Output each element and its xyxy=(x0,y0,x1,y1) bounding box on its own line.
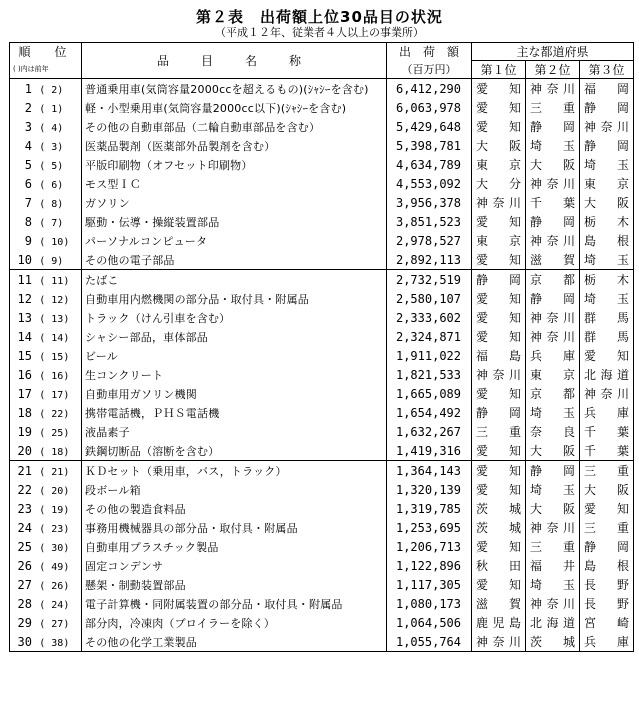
rank-value: 8 xyxy=(24,214,32,229)
rank-value: 15 xyxy=(17,348,32,363)
second-prefecture: 神奈川 xyxy=(526,327,580,346)
first-prefecture: 愛知 xyxy=(472,327,526,346)
rank-value: 23 xyxy=(17,501,32,516)
rank-cell xyxy=(10,480,82,499)
item-name: モス型ＩＣ xyxy=(82,174,387,193)
rank-cell xyxy=(10,193,82,212)
rank-cell xyxy=(10,136,82,155)
first-prefecture: 愛知 xyxy=(472,537,526,556)
shipment-amount: 2,978,527 xyxy=(387,231,472,250)
third-prefecture: 兵庫 xyxy=(580,632,634,652)
rank-cell xyxy=(10,613,82,632)
item-name: 医薬品製剤（医薬部外品製剤を含む） xyxy=(82,136,387,155)
first-prefecture: 東京 xyxy=(472,231,526,250)
item-name: その他の化学工業製品 xyxy=(82,632,387,652)
first-prefecture: 鹿児島 xyxy=(472,613,526,632)
item-name: 電子計算機・同附属装置の部分品・取付具・附属品 xyxy=(82,594,387,613)
first-prefecture: 三重 xyxy=(472,422,526,441)
rank-value: 19 xyxy=(17,424,32,439)
shipment-amount: 1,654,492 xyxy=(387,403,472,422)
rank-value: 14 xyxy=(17,329,32,344)
item-name: 固定コンデンサ xyxy=(82,556,387,575)
shipment-amount: 1,064,506 xyxy=(387,613,472,632)
item-name: 段ボール箱 xyxy=(82,480,387,499)
shipment-amount: 4,553,092 xyxy=(387,174,472,193)
shipment-amount: 3,956,378 xyxy=(387,193,472,212)
table-row xyxy=(10,613,634,632)
shipment-amount: 2,333,602 xyxy=(387,308,472,327)
table-row xyxy=(10,461,634,481)
shipment-amount: 5,398,781 xyxy=(387,136,472,155)
item-name: たばこ xyxy=(82,270,387,290)
item-name: シャシー部品，車体部品 xyxy=(82,327,387,346)
previous-rank: ( 18) xyxy=(39,446,70,458)
table-row xyxy=(10,499,634,518)
third-prefecture: 神奈川 xyxy=(580,384,634,403)
previous-rank: ( 5) xyxy=(39,160,64,172)
rank-cell xyxy=(10,117,82,136)
first-prefecture: 愛知 xyxy=(472,289,526,308)
shipment-amount: 1,117,305 xyxy=(387,575,472,594)
first-prefecture: 大阪 xyxy=(472,136,526,155)
second-prefecture: 福井 xyxy=(526,556,580,575)
rank-value: 11 xyxy=(17,272,32,287)
rank-cell xyxy=(10,346,82,365)
shipment-amount: 2,324,871 xyxy=(387,327,472,346)
second-prefecture: 埼玉 xyxy=(526,575,580,594)
third-prefecture: 愛知 xyxy=(580,346,634,365)
shipment-amount: 1,821,533 xyxy=(387,365,472,384)
second-prefecture: 神奈川 xyxy=(526,174,580,193)
first-prefecture: 愛知 xyxy=(472,461,526,481)
rank-cell xyxy=(10,79,82,99)
table-row xyxy=(10,155,634,174)
rank-value: 12 xyxy=(17,291,32,306)
table-row xyxy=(10,480,634,499)
rank-header: 順 位 xyxy=(10,43,82,61)
second-prefecture: 埼玉 xyxy=(526,480,580,499)
second-prefecture: 京都 xyxy=(526,270,580,290)
shipment-amount: 1,364,143 xyxy=(387,461,472,481)
first-prefecture: 愛知 xyxy=(472,480,526,499)
table-row xyxy=(10,98,634,117)
rank-value: 17 xyxy=(17,386,32,401)
item-name: 部分肉，冷凍肉（ブロイラーを除く） xyxy=(82,613,387,632)
item-name: 自動車用ガソリン機関 xyxy=(82,384,387,403)
rank-value: 24 xyxy=(17,520,32,535)
third-prefecture: 愛知 xyxy=(580,499,634,518)
previous-rank: ( 23) xyxy=(39,523,70,535)
item-name: ビール xyxy=(82,346,387,365)
first-prefecture: 愛知 xyxy=(472,250,526,270)
rank-cell xyxy=(10,594,82,613)
item-name: ＫＤセット（乗用車，バス，トラック） xyxy=(82,461,387,481)
item-name: 生コンクリート xyxy=(82,365,387,384)
rank-cell xyxy=(10,174,82,193)
previous-rank: ( 11) xyxy=(39,275,70,287)
first-prefecture: 茨城 xyxy=(472,499,526,518)
rank-value: 16 xyxy=(17,367,32,382)
shipment-amount: 2,580,107 xyxy=(387,289,472,308)
rank-value: 13 xyxy=(17,310,32,325)
rank-value: 10 xyxy=(17,252,32,267)
previous-rank: ( 9) xyxy=(39,255,64,267)
third-prefecture: 福岡 xyxy=(580,79,634,99)
table-row xyxy=(10,79,634,99)
first-prefecture: 秋田 xyxy=(472,556,526,575)
third-prefecture: 栃木 xyxy=(580,270,634,290)
shipment-amount: 1,253,695 xyxy=(387,518,472,537)
first-prefecture: 大分 xyxy=(472,174,526,193)
shipment-amount: 6,412,290 xyxy=(387,79,472,99)
rank-cell xyxy=(10,231,82,250)
third-prefecture: 三重 xyxy=(580,518,634,537)
item-name: パーソナルコンピュータ xyxy=(82,231,387,250)
third-prefecture: 宮崎 xyxy=(580,613,634,632)
shipment-amount: 1,632,267 xyxy=(387,422,472,441)
third-prefecture: 埼玉 xyxy=(580,155,634,174)
rank-value: 1 xyxy=(24,81,32,96)
item-name: 液晶素子 xyxy=(82,422,387,441)
item-name: その他の電子部品 xyxy=(82,250,387,270)
rank-cell xyxy=(10,537,82,556)
table-row xyxy=(10,346,634,365)
table-row xyxy=(10,327,634,346)
second-prefecture: 静岡 xyxy=(526,212,580,231)
rank-cell xyxy=(10,441,82,461)
table-row xyxy=(10,212,634,231)
third-prefecture: 埼玉 xyxy=(580,250,634,270)
previous-rank: ( 17) xyxy=(39,389,70,401)
previous-rank: ( 2) xyxy=(39,84,64,96)
second-prefecture: 大阪 xyxy=(526,155,580,174)
shipment-amount: 6,063,978 xyxy=(387,98,472,117)
item-name: 自動車用内燃機関の部分品・取付具・附属品 xyxy=(82,289,387,308)
second-prefecture: 滋賀 xyxy=(526,250,580,270)
previous-rank: ( 4) xyxy=(39,122,64,134)
table-body xyxy=(10,79,634,652)
third-prefecture: 東京 xyxy=(580,174,634,193)
item-name: トラック（けん引車を含む） xyxy=(82,308,387,327)
rank-value: 6 xyxy=(24,176,32,191)
rank-value: 9 xyxy=(24,233,32,248)
item-name: ガソリン xyxy=(82,193,387,212)
rank-cell xyxy=(10,308,82,327)
table-row xyxy=(10,441,634,461)
table-row xyxy=(10,575,634,594)
table-row xyxy=(10,518,634,537)
rank-value: 22 xyxy=(17,482,32,497)
first-prefecture: 福島 xyxy=(472,346,526,365)
first-prefecture: 愛知 xyxy=(472,79,526,99)
previous-rank: ( 20) xyxy=(39,485,70,497)
third-prefecture: 長野 xyxy=(580,575,634,594)
third-prefecture: 静岡 xyxy=(580,98,634,117)
shipment-amount: 1,319,785 xyxy=(387,499,472,518)
first-prefecture: 愛知 xyxy=(472,384,526,403)
table-row xyxy=(10,632,634,652)
item-name: 懸架・制動装置部品 xyxy=(82,575,387,594)
rank-cell xyxy=(10,155,82,174)
shipment-amount: 1,320,139 xyxy=(387,480,472,499)
first-prefecture: 愛知 xyxy=(472,212,526,231)
first-prefecture: 滋賀 xyxy=(472,594,526,613)
second-prefecture: 神奈川 xyxy=(526,594,580,613)
third-prefecture: 静岡 xyxy=(580,136,634,155)
rank-cell xyxy=(10,384,82,403)
first-prefecture: 愛知 xyxy=(472,441,526,461)
previous-rank: ( 49) xyxy=(39,561,70,573)
amount-header: 出 荷 額 xyxy=(387,43,472,61)
second-prefecture: 奈良 xyxy=(526,422,580,441)
third-prefecture: 群馬 xyxy=(580,308,634,327)
third-prefecture: 神奈川 xyxy=(580,117,634,136)
third-prefecture: 静岡 xyxy=(580,537,634,556)
second-prefecture: 三重 xyxy=(526,98,580,117)
third-prefecture: 三重 xyxy=(580,461,634,481)
first-prefecture: 東京 xyxy=(472,155,526,174)
item-header: 品 目 名 称 xyxy=(82,43,387,79)
rank-value: 28 xyxy=(17,596,32,611)
second-prefecture: 大阪 xyxy=(526,499,580,518)
second-prefecture: 東京 xyxy=(526,365,580,384)
table-row xyxy=(10,422,634,441)
table-row xyxy=(10,289,634,308)
item-name: 鉄鋼切断品（溶断を含む） xyxy=(82,441,387,461)
first-prefecture: 愛知 xyxy=(472,117,526,136)
first-prefecture: 静岡 xyxy=(472,270,526,290)
third-prefecture: 長野 xyxy=(580,594,634,613)
previous-rank: ( 6) xyxy=(39,179,64,191)
rank-cell xyxy=(10,250,82,270)
rank-cell xyxy=(10,403,82,422)
second-prefecture: 埼玉 xyxy=(526,136,580,155)
previous-rank: ( 21) xyxy=(39,466,70,478)
second-prefecture: 三重 xyxy=(526,537,580,556)
item-name: その他の製造食料品 xyxy=(82,499,387,518)
table-row xyxy=(10,231,634,250)
previous-rank: ( 13) xyxy=(39,313,70,325)
rank-value: 25 xyxy=(17,539,32,554)
rank-cell xyxy=(10,422,82,441)
previous-rank: ( 38) xyxy=(39,637,70,649)
first-prefecture: 神奈川 xyxy=(472,365,526,384)
rank-value: 20 xyxy=(17,443,32,458)
third-prefecture: 栃木 xyxy=(580,212,634,231)
amount-unit: （百万円） xyxy=(387,61,472,79)
third-prefecture: 島根 xyxy=(580,231,634,250)
table-row xyxy=(10,365,634,384)
rank-cell xyxy=(10,518,82,537)
previous-rank: ( 26) xyxy=(39,580,70,592)
second-prefecture: 神奈川 xyxy=(526,231,580,250)
rank-value: 18 xyxy=(17,405,32,420)
table-row xyxy=(10,308,634,327)
rank-value: 2 xyxy=(24,100,32,115)
third-prefecture: 大阪 xyxy=(580,480,634,499)
rank-cell xyxy=(10,499,82,518)
third-prefecture: 千葉 xyxy=(580,422,634,441)
previous-rank: ( 7) xyxy=(39,217,64,229)
second-prefecture: 茨城 xyxy=(526,632,580,652)
rank-cell xyxy=(10,98,82,117)
rank-cell xyxy=(10,212,82,231)
previous-rank: ( 10) xyxy=(39,236,70,248)
first-prefecture: 神奈川 xyxy=(472,193,526,212)
second-prefecture: 埼玉 xyxy=(526,403,580,422)
rank-value: 7 xyxy=(24,195,32,210)
previous-rank: ( 24) xyxy=(39,599,70,611)
item-name: 駆動・伝導・操縦装置部品 xyxy=(82,212,387,231)
item-name: 自動車用プラスチック製品 xyxy=(82,537,387,556)
shipment-amount: 2,892,113 xyxy=(387,250,472,270)
shipment-amount: 1,419,316 xyxy=(387,441,472,461)
rank-value: 27 xyxy=(17,577,32,592)
table-row xyxy=(10,136,634,155)
first-prefecture: 茨城 xyxy=(472,518,526,537)
third-prefecture: 北海道 xyxy=(580,365,634,384)
third-prefecture: 大阪 xyxy=(580,193,634,212)
table-row xyxy=(10,384,634,403)
second-prefecture: 静岡 xyxy=(526,289,580,308)
second-prefecture: 静岡 xyxy=(526,461,580,481)
table-row xyxy=(10,193,634,212)
item-name: 普通乗用車(気筒容量2000ccを超えるもの)(ｼｬｼｰを含む) xyxy=(82,79,387,99)
previous-rank: ( 12) xyxy=(39,294,70,306)
third-prefecture: 島根 xyxy=(580,556,634,575)
rank-cell xyxy=(10,556,82,575)
second-prefecture: 静岡 xyxy=(526,117,580,136)
rank-cell xyxy=(10,365,82,384)
second-prefecture: 大阪 xyxy=(526,441,580,461)
second-prefecture: 千葉 xyxy=(526,193,580,212)
rank-cell xyxy=(10,289,82,308)
shipment-table xyxy=(9,42,634,652)
second-prefecture: 京都 xyxy=(526,384,580,403)
shipment-amount: 1,911,022 xyxy=(387,346,472,365)
item-name: 携帯電話機，ＰＨＳ電話機 xyxy=(82,403,387,422)
rank-note: ( )内は前年 xyxy=(10,61,82,79)
table-row xyxy=(10,537,634,556)
second-prefecture: 兵庫 xyxy=(526,346,580,365)
rank-value: 4 xyxy=(24,138,32,153)
table-row xyxy=(10,174,634,193)
first-prefecture: 愛知 xyxy=(472,308,526,327)
previous-rank: ( 8) xyxy=(39,198,64,210)
table-row xyxy=(10,594,634,613)
item-name: その他の自動車部品（二輪自動車部品を含む） xyxy=(82,117,387,136)
previous-rank: ( 1) xyxy=(39,103,64,115)
rank-cell xyxy=(10,327,82,346)
page-subtitle: （平成１２年、従業者４人以上の事業所） xyxy=(215,26,424,39)
previous-rank: ( 14) xyxy=(39,332,70,344)
rank-value: 5 xyxy=(24,157,32,172)
page-title: 第２表 出荷額上位30品目の状況 xyxy=(196,8,443,26)
second-prefecture: 北海道 xyxy=(526,613,580,632)
third-prefecture: 兵庫 xyxy=(580,403,634,422)
shipment-amount: 2,732,519 xyxy=(387,270,472,290)
second-prefecture: 神奈川 xyxy=(526,79,580,99)
previous-rank: ( 19) xyxy=(39,504,70,516)
third-prefecture: 群馬 xyxy=(580,327,634,346)
third-prefecture: 千葉 xyxy=(580,441,634,461)
item-name: 事務用機械器具の部分品・取付具・附属品 xyxy=(82,518,387,537)
second-prefecture: 神奈川 xyxy=(526,308,580,327)
rank-cell xyxy=(10,270,82,290)
shipment-amount: 1,080,173 xyxy=(387,594,472,613)
shipment-amount: 5,429,648 xyxy=(387,117,472,136)
first-prefecture: 愛知 xyxy=(472,98,526,117)
rank-value: 30 xyxy=(17,634,32,649)
rank-cell xyxy=(10,461,82,481)
shipment-amount: 3,851,523 xyxy=(387,212,472,231)
previous-rank: ( 15) xyxy=(39,351,70,363)
item-name: 平版印刷物（オフセット印刷物） xyxy=(82,155,387,174)
shipment-amount: 1,055,764 xyxy=(387,632,472,652)
first-prefecture: 愛知 xyxy=(472,575,526,594)
shipment-amount: 1,665,089 xyxy=(387,384,472,403)
third-prefecture: 埼玉 xyxy=(580,289,634,308)
shipment-amount: 4,634,789 xyxy=(387,155,472,174)
first-prefecture: 静岡 xyxy=(472,403,526,422)
table-row xyxy=(10,270,634,290)
second-place-header: 第２位 xyxy=(526,61,580,79)
table-row xyxy=(10,117,634,136)
rank-value: 29 xyxy=(17,615,32,630)
shipment-amount: 1,122,896 xyxy=(387,556,472,575)
previous-rank: ( 27) xyxy=(39,618,70,630)
third-place-header: 第３位 xyxy=(580,61,634,79)
first-prefecture: 神奈川 xyxy=(472,632,526,652)
prefectures-header: 主な都道府県 xyxy=(472,43,634,61)
shipment-amount: 1,206,713 xyxy=(387,537,472,556)
second-prefecture: 神奈川 xyxy=(526,518,580,537)
table-row xyxy=(10,403,634,422)
rank-cell xyxy=(10,632,82,652)
previous-rank: ( 30) xyxy=(39,542,70,554)
previous-rank: ( 22) xyxy=(39,408,70,420)
previous-rank: ( 16) xyxy=(39,370,70,382)
rank-value: 21 xyxy=(17,463,32,478)
rank-value: 3 xyxy=(24,119,32,134)
rank-cell xyxy=(10,575,82,594)
item-name: 軽・小型乗用車(気筒容量2000cc以下)(ｼｬｼｰを含む) xyxy=(82,98,387,117)
previous-rank: ( 25) xyxy=(39,427,70,439)
table-header xyxy=(10,43,634,79)
first-place-header: 第１位 xyxy=(472,61,526,79)
rank-value: 26 xyxy=(17,558,32,573)
table-row xyxy=(10,556,634,575)
previous-rank: ( 3) xyxy=(39,141,64,153)
table-row xyxy=(10,250,634,270)
